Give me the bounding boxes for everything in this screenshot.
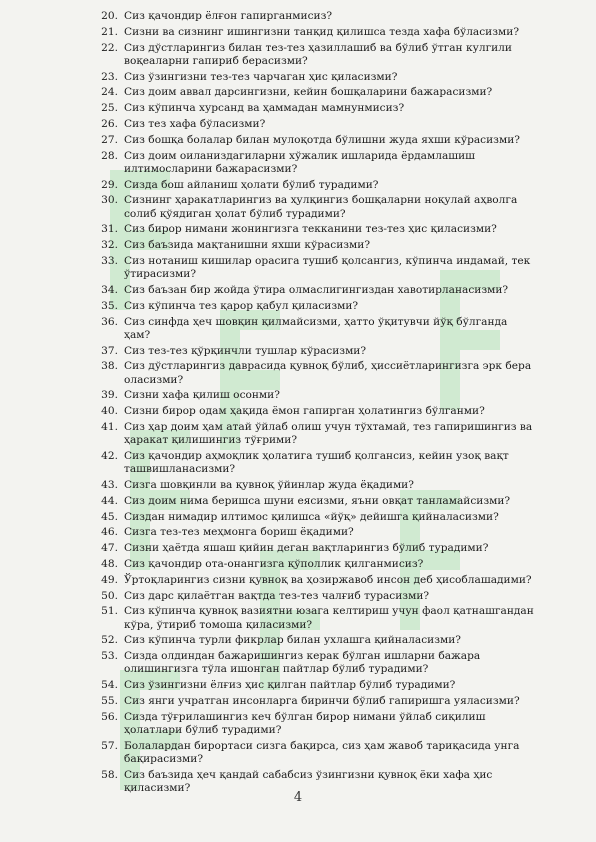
question-text: Сиз синфда ҳеч шовқин қилмайсизми, ҳатто ўқитувчи йўқ бўлганда ҳам? <box>124 315 508 341</box>
question-text: Сизни бирор одам ҳақида ёмон гапирган ҳолатингиз бўлганми? <box>124 405 485 418</box>
question-text: Сизда тўғрилашингиз кеч бўлган бирор нимани ўйлаб сиқилиш ҳолатлари бўлиб турадими? <box>124 710 486 736</box>
question-item <box>96 255 536 281</box>
question-item <box>96 450 536 476</box>
question-number: 37. <box>101 344 118 357</box>
question-number: 56. <box>101 710 118 723</box>
question-number: 29. <box>101 178 118 191</box>
question-number: 25. <box>101 102 118 115</box>
question-item <box>96 26 536 39</box>
question-item <box>96 118 536 131</box>
question-number: 50. <box>101 589 118 602</box>
question-item <box>96 605 536 631</box>
question-item <box>96 389 536 402</box>
question-text: Сиз янги учратган инсонларга биринчи бўлиб гапиришга уяласизми? <box>124 694 520 707</box>
question-number: 38. <box>101 360 118 373</box>
question-item <box>96 740 536 766</box>
question-item <box>96 711 536 737</box>
question-item <box>96 284 536 297</box>
question-text: Сизнинг ҳаракатларингиз ва ҳулқингиз бошқаларни ноқулай аҳволга солиб қўядиган ҳолат бўлиб турадими? <box>124 194 518 220</box>
question-number: 43. <box>101 478 118 491</box>
question-item <box>96 194 536 220</box>
question-number: 32. <box>101 239 118 252</box>
question-text: Сиз кўпинча тез қарор қабул қиласизми? <box>124 299 359 312</box>
question-number: 35. <box>101 299 118 312</box>
question-item <box>96 179 536 192</box>
question-item <box>96 542 536 555</box>
question-item <box>96 634 536 647</box>
question-number: 20. <box>101 10 118 22</box>
question-number: 34. <box>101 283 118 296</box>
question-item <box>96 10 536 23</box>
question-number: 55. <box>101 694 118 707</box>
question-number: 47. <box>101 542 118 555</box>
question-item <box>96 574 536 587</box>
question-item <box>96 360 536 386</box>
question-number: 22. <box>101 41 118 54</box>
page-number: 4 <box>293 790 303 805</box>
question-list <box>96 10 536 798</box>
question-item <box>96 479 536 492</box>
question-text: Сизни ва сизнинг ишингизни танқид қилишса тезда хафа бўласизми? <box>124 25 519 38</box>
question-number: 28. <box>101 149 118 162</box>
question-number: 31. <box>101 223 118 236</box>
question-item <box>96 511 536 524</box>
question-text: Сизда бош айланиш ҳолати бўлиб турадими? <box>124 178 379 191</box>
question-item <box>96 558 536 571</box>
question-item <box>96 239 536 252</box>
question-text: Сиз баъзида ҳеч қандай сабабсиз ўзингизни қувноқ ёки хафа ҳис қиласизми? <box>124 768 493 794</box>
question-text: Сизга тез-тез меҳмонга бориш ёқадими? <box>124 526 354 539</box>
question-text: Сиз дарс қилаётган вақтда тез-тез чалғиб турасизми? <box>124 589 430 602</box>
question-number: 41. <box>101 420 118 433</box>
question-number: 46. <box>101 526 118 539</box>
question-text: Сиз кўпинча хурсанд ва ҳаммадан мамнунмисиз? <box>124 102 405 115</box>
question-text: Сиз қачондир ёлғон гапирганмисиз? <box>124 10 333 22</box>
question-number: 36. <box>101 315 118 328</box>
question-number: 52. <box>101 634 118 647</box>
question-number: 26. <box>101 117 118 130</box>
question-number: 24. <box>101 86 118 99</box>
question-text: Сиз ўзингизни ёлғиз ҳис қилган пайтлар бўлиб турадими? <box>124 679 456 692</box>
question-text: Сизга шовқинли ва қувноқ ўйинлар жуда ёқадими? <box>124 478 414 491</box>
question-text: Сиз бирор нимани жонингизга текканини тез-тез ҳис қиласизми? <box>124 223 497 236</box>
question-number: 51. <box>101 605 118 618</box>
question-text: Сиз тез-тез қўрқинчли тушлар кўрасизми? <box>124 344 367 357</box>
question-item <box>96 150 536 176</box>
question-item <box>96 316 536 342</box>
question-number: 33. <box>101 254 118 267</box>
question-text: Сиз қачондир ота-онангизга қўполлик қилганмисиз? <box>124 557 424 570</box>
question-text: Сиздан нимадир илтимос қилишса «йўқ» дейишга қийналасизми? <box>124 510 499 523</box>
question-text: Сиз тез хафа бўласизми? <box>124 117 266 130</box>
question-item <box>96 421 536 447</box>
question-item <box>96 679 536 692</box>
question-number: 44. <box>101 494 118 507</box>
question-number: 39. <box>101 389 118 402</box>
question-text: Сиз кўпинча қувноқ вазиятни юзага келтириш учун фаол қатнашгандан кўра, ўтириб томоша қиласизми? <box>124 605 534 631</box>
question-number: 21. <box>101 25 118 38</box>
question-number: 58. <box>101 768 118 781</box>
question-item <box>96 526 536 539</box>
question-text: Сиз доим оиланиздагиларни хўжалик ишларида ёрдамлашиш илтимосларини бажарасизми? <box>124 149 476 175</box>
question-item <box>96 695 536 708</box>
question-item <box>96 650 536 676</box>
question-number: 57. <box>101 739 118 752</box>
question-text: Сиз доим нима беришса шуни еясизми, яъни овқат танламайсизми? <box>124 494 511 507</box>
question-text: Сизни хафа қилиш осонми? <box>124 389 280 402</box>
question-number: 48. <box>101 557 118 570</box>
question-text: Сиз қачондир аҳмоқлик ҳолатига тушиб қолгансиз, кейин узоқ вақт ташвишланасизми? <box>124 449 509 476</box>
question-text: Сизни ҳаётда яшаш қийин деган вақтларингиз бўлиб турадими? <box>124 542 489 555</box>
question-item <box>96 134 536 147</box>
question-item <box>96 223 536 236</box>
question-item <box>96 42 536 68</box>
question-number: 42. <box>101 449 118 462</box>
question-item <box>96 102 536 115</box>
question-text: Сиз кўпинча турли фикрлар билан ухлашга қийналасизми? <box>124 634 461 647</box>
question-number: 40. <box>101 405 118 418</box>
question-text: Болалардан бирортаси сизга бақирса, сиз ҳам жавоб тариқасида унга бақирасизми? <box>124 739 520 765</box>
question-text: Сиз дўстларингиз даврасида қувноқ бўлиб, ҳиссиётларингизга эрк бера оласизми? <box>124 360 532 386</box>
question-item <box>96 495 536 508</box>
question-text: Сиз баъзида мақтанишни яхши кўрасизми? <box>124 239 371 252</box>
question-text: Сиз доим аввал дарсингизни, кейин бошқаларини бажарасизми? <box>124 86 493 99</box>
question-item <box>96 86 536 99</box>
question-number: 45. <box>101 510 118 523</box>
question-text: Сиз ўзингизни тез-тез чарчаган ҳис қиласизми? <box>124 70 398 83</box>
question-text: Ўртоқларингиз сизни қувноқ ва ҳозиржавоб инсон деб ҳисоблашадими? <box>124 573 532 586</box>
question-item <box>96 345 536 358</box>
question-number: 30. <box>101 194 118 207</box>
question-text: Сиз ҳар доим ҳам атай ўйлаб олиш учун тўхтамай, тез гапиришингиз ва ҳаракат қилишингиз тўғрими? <box>124 420 533 447</box>
question-number: 49. <box>101 573 118 586</box>
question-text: Сизда олдиндан бажаришингиз керак бўлган ишларни бажара олишингизга тўла ишонган пайтлар бўлиб турадими? <box>124 650 481 676</box>
question-number: 54. <box>101 679 118 692</box>
question-item <box>96 405 536 418</box>
question-item <box>96 71 536 84</box>
question-text: Сиз баъзан бир жойда ўтира олмаслигингиздан хавотирланасизми? <box>124 283 509 296</box>
question-number: 53. <box>101 650 118 663</box>
question-text: Сиз дўстларингиз билан тез-тез ҳазиллашиб ва бўлиб ўтган кулгили воқеаларни гапириб берасизми? <box>124 41 512 67</box>
question-text: Сиз бошқа болалар билан мулоқотда бўлишни жуда яхши кўрасизми? <box>124 133 520 146</box>
question-number: 23. <box>101 70 118 83</box>
question-text: Сиз нотаниш кишилар орасига тушиб қолсангиз, кўпинча индамай, тек ўтирасизми? <box>124 254 531 281</box>
question-item <box>96 300 536 313</box>
question-item <box>96 590 536 603</box>
question-number: 27. <box>101 133 118 146</box>
